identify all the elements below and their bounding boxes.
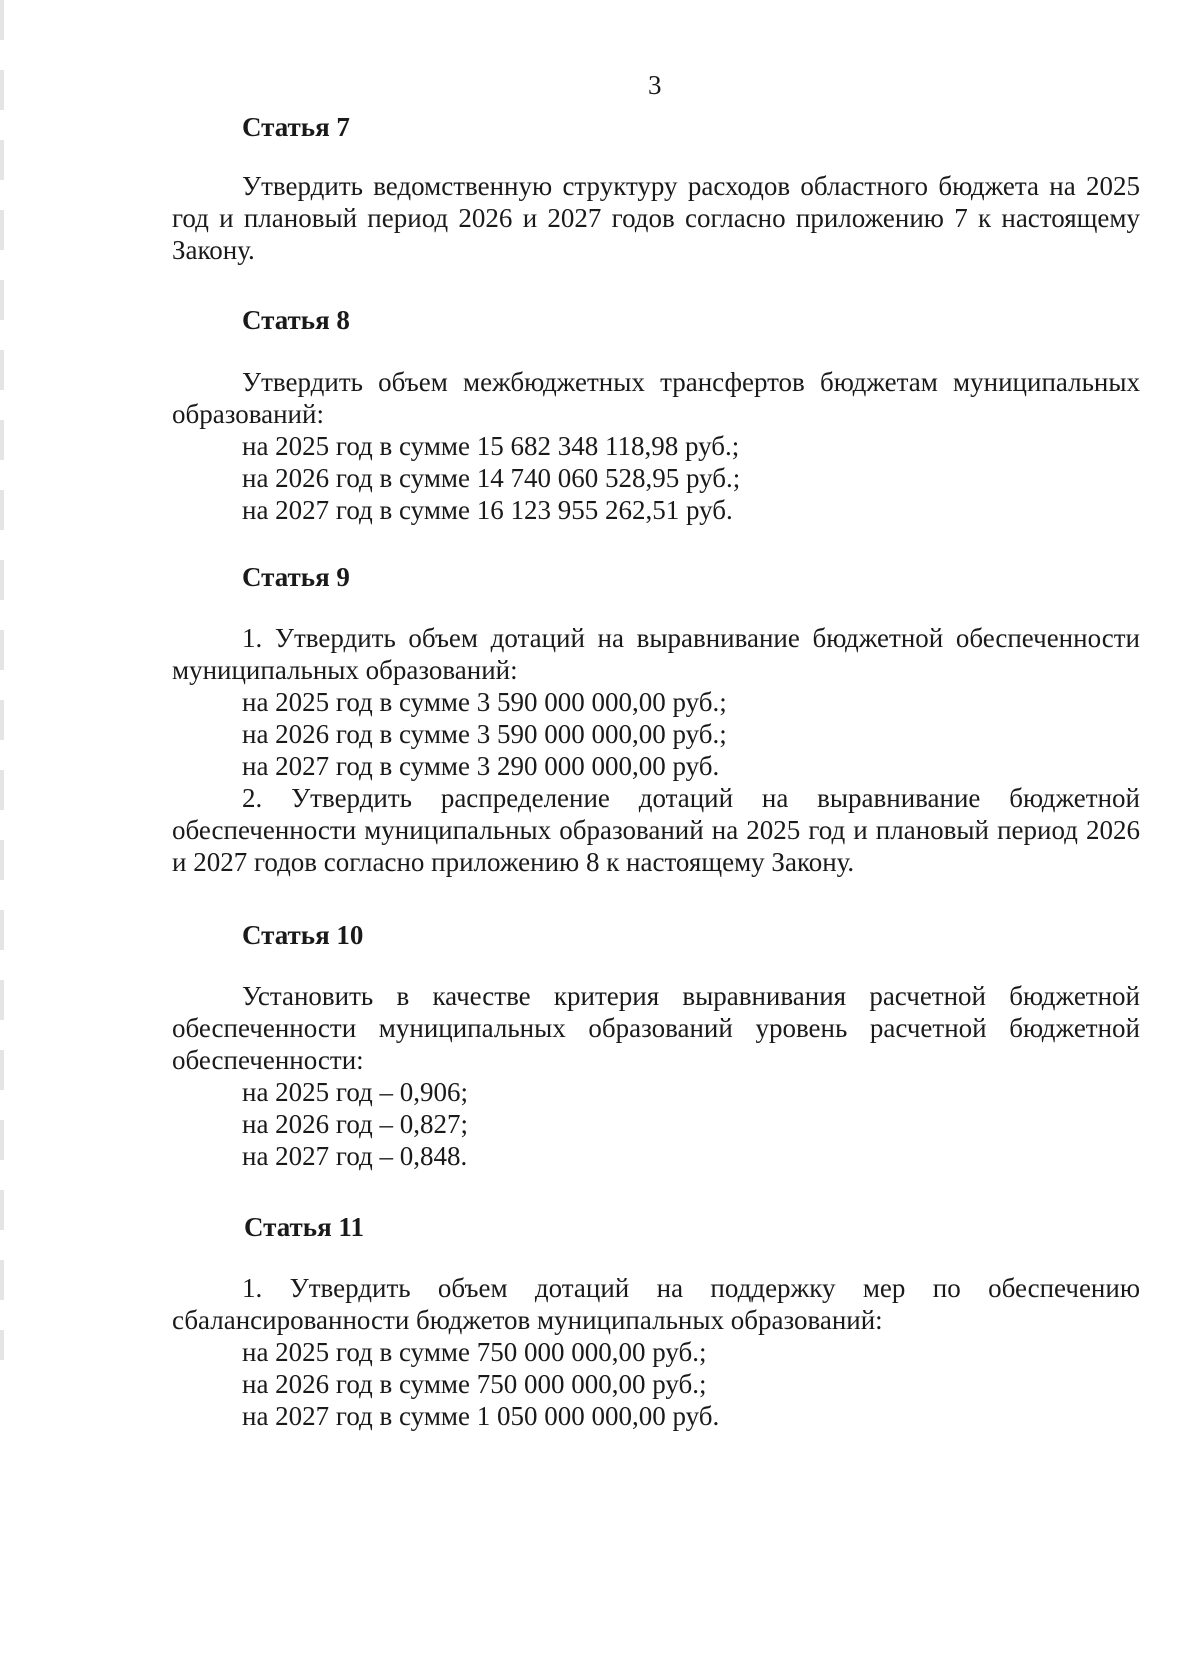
article-11-heading: Статья 11 (244, 1212, 364, 1242)
article-10-paragraph: Установить в качестве критерия выравнивания расчетной бюджетной обеспеченности муниципальных образований уровень расчетной бюджетной обеспеченности: (172, 981, 1140, 1075)
article-11-amount-2027: на 2027 год в сумме 1 050 000 000,00 руб. (242, 1401, 720, 1431)
article-9-amount-2027: на 2027 год в сумме 3 290 000 000,00 руб. (242, 751, 720, 781)
article-9-heading: Статья 9 (242, 562, 350, 592)
article-8-heading: Статья 8 (242, 305, 350, 335)
article-9-amount-2025: на 2025 год в сумме 3 590 000 000,00 руб.; (242, 687, 727, 717)
article-8-body (172, 366, 1140, 526)
article-10-heading: Статья 10 (242, 920, 364, 950)
article-11-amount-2025: на 2025 год в сумме 750 000 000,00 руб.; (242, 1337, 707, 1367)
article-9-paragraph-1: 1. Утвердить объем дотаций на выравнивание бюджетной обеспеченности муниципальных образований: (172, 623, 1140, 685)
article-11-amount-2026: на 2026 год в сумме 750 000 000,00 руб.; (242, 1369, 707, 1399)
article-7-paragraph: Утвердить ведомственную структуру расходов областного бюджета на 2025 год и плановый период 2026 и 2027 годов согласно приложению 7 к настоящему Закону. (172, 171, 1140, 265)
article-9-paragraph-2: 2. Утвердить распределение дотаций на выравнивание бюджетной обеспеченности муниципальных образований на 2025 год и плановый период 2026 и 2027 годов согласно приложению 8 к настоящему Закону. (172, 783, 1140, 877)
article-10-level-2025: на 2025 год – 0,906; (242, 1077, 469, 1107)
article-11-paragraph: 1. Утвердить объем дотаций на поддержку мер по обеспечению сбалансированности бюджетов муниципальных образований: (172, 1273, 1140, 1335)
article-10-level-2027: на 2027 год – 0,848. (242, 1141, 468, 1171)
article-10-body (172, 980, 1140, 1172)
article-11-body (172, 1272, 1140, 1432)
article-7-heading: Статья 7 (242, 112, 350, 142)
article-7-body (172, 170, 1140, 266)
article-10-level-2026: на 2026 год – 0,827; (242, 1109, 469, 1139)
page-number: 3 (648, 70, 662, 100)
article-8-amount-2025: на 2025 год в сумме 15 682 348 118,98 руб.; (242, 431, 740, 461)
article-8-paragraph: Утвердить объем межбюджетных трансфертов бюджетам муниципальных образований: (172, 367, 1140, 429)
article-9-body (172, 622, 1140, 878)
article-8-amount-2026: на 2026 год в сумме 14 740 060 528,95 руб.; (242, 463, 741, 493)
article-9-amount-2026: на 2026 год в сумме 3 590 000 000,00 руб.; (242, 719, 727, 749)
article-8-amount-2027: на 2027 год в сумме 16 123 955 262,51 руб. (242, 495, 733, 525)
